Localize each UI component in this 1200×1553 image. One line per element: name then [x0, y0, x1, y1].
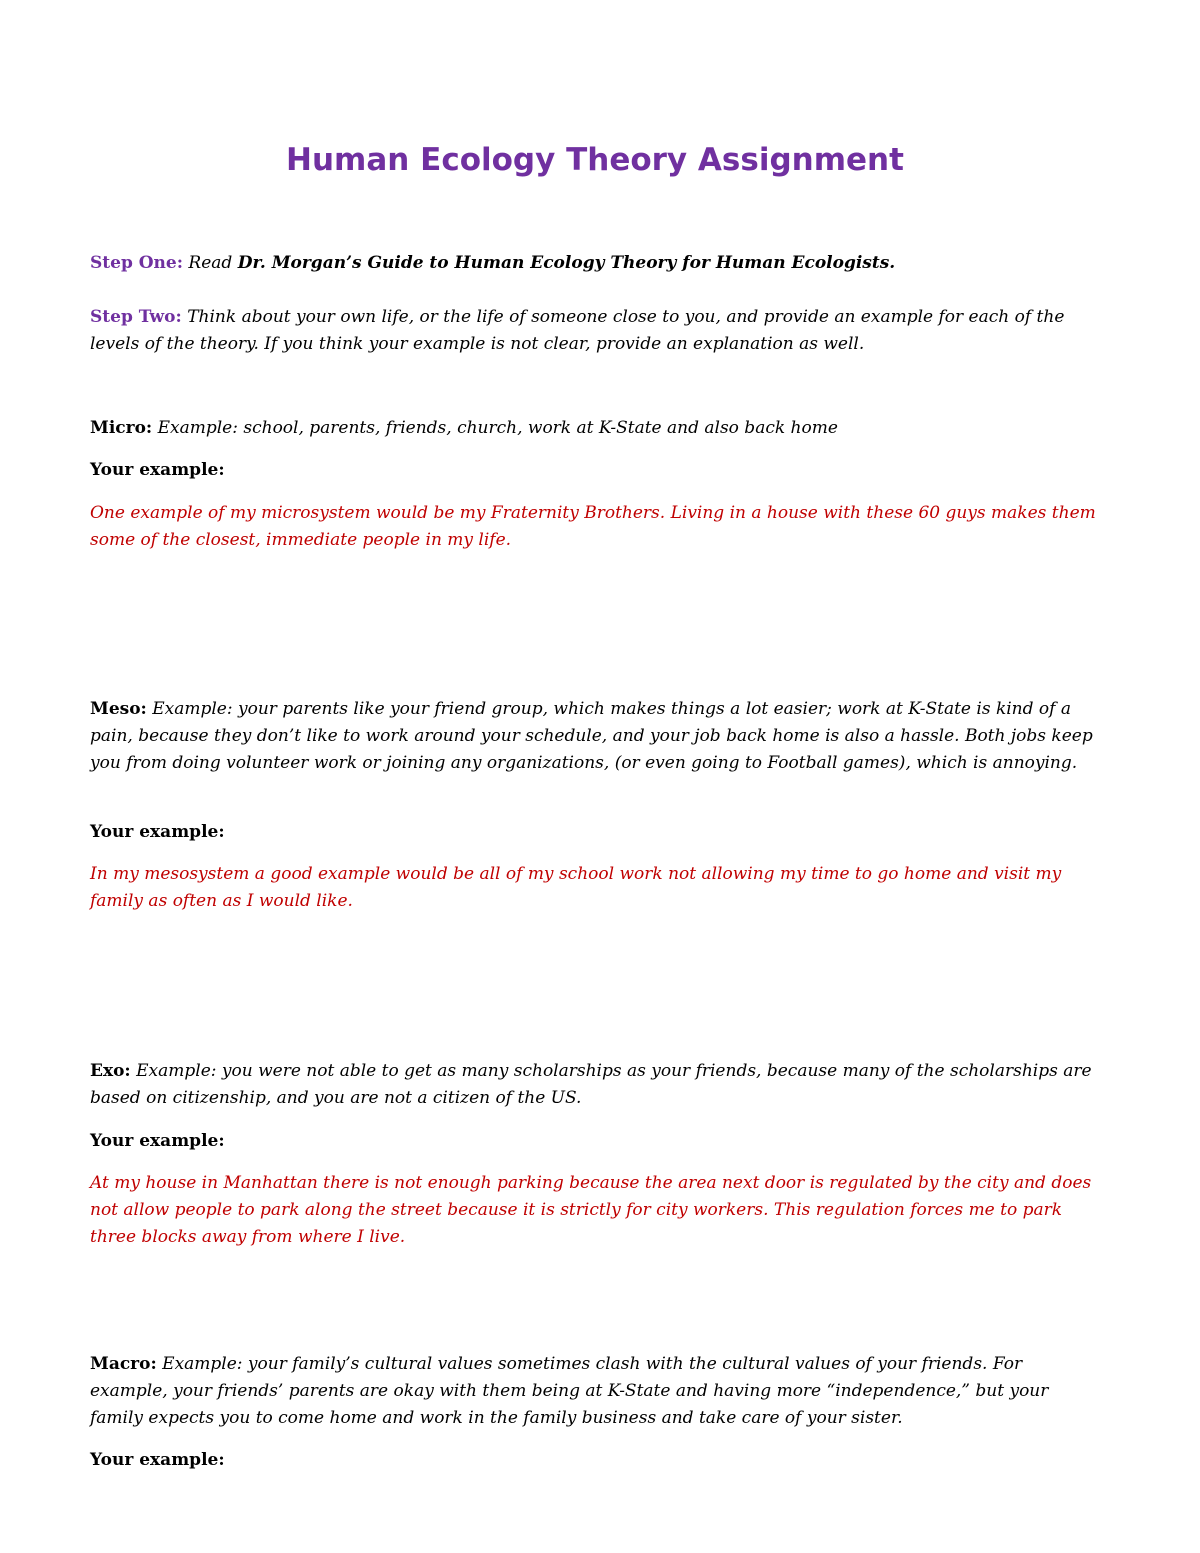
macro-prompt [90, 1351, 1100, 1432]
step-two [90, 304, 1100, 358]
exo-label: Exo: [90, 1061, 131, 1081]
macro-your-example-label: Your example: [90, 1450, 225, 1470]
meso-your-example-label: Your example: [90, 822, 225, 842]
page-title: Human Ecology Theory Assignment [286, 142, 904, 178]
step-one-text: Read [188, 253, 233, 273]
macro-example: Example: your family’s cultural values sometimes clash with the cultural values of your friends. For example, your friends’ parents are okay with them being at K-State and having more “independence,” but your family expects you to come home and work in the family business and take care of your sister. [90, 1354, 1049, 1428]
macro-label: Macro: [90, 1354, 157, 1374]
step-one [90, 250, 1100, 277]
micro-label: Micro: [90, 418, 153, 438]
step-two-text: Think about your own life, or the life of someone close to you, and provide an example for each of the levels of the theory. If you think your example is not clear, provide an explanation as well. [90, 307, 1065, 354]
micro-your-example-label: Your example: [90, 460, 225, 480]
exo-prompt [90, 1058, 1100, 1112]
exo-answer: At my house in Manhattan there is not enough parking because the area next door is regulated by the city and does not allow people to park along the street because it is strictly for city workers. This regulation forces me to park three blocks away from where I live. [90, 1173, 1092, 1247]
step-one-guide-title: Dr. Morgan’s Guide to Human Ecology Theory for Human Ecologists. [237, 253, 896, 273]
micro-example: Example: school, parents, friends, church, work at K-State and also back home [157, 418, 838, 438]
meso-answer: In my mesosystem a good example would be all of my school work not allowing my time to go home and visit my family as often as I would like. [90, 864, 1062, 911]
micro-prompt [90, 415, 1100, 442]
meso-label: Meso: [90, 699, 147, 719]
micro-answer: One example of my microsystem would be my Fraternity Brothers. Living in a house with these 60 guys makes them some of the closest, immediate people in my life. [90, 503, 1096, 550]
exo-your-example-label: Your example: [90, 1131, 225, 1151]
exo-example: Example: you were not able to get as many scholarships as your friends, because many of the scholarships are based on citizenship, and you are not a citizen of the US. [90, 1061, 1092, 1108]
step-two-label: Step Two: [90, 307, 182, 327]
step-one-label: Step One: [90, 253, 184, 273]
meso-prompt [90, 696, 1100, 777]
meso-example: Example: your parents like your friend group, which makes things a lot easier; work at K-State is kind of a pain, because they don’t like to work around your schedule, and your job back home is also a hassle. Both jobs keep you from doing volunteer work or joining any organizations, (or even going to Football games), which is annoying. [90, 699, 1093, 773]
